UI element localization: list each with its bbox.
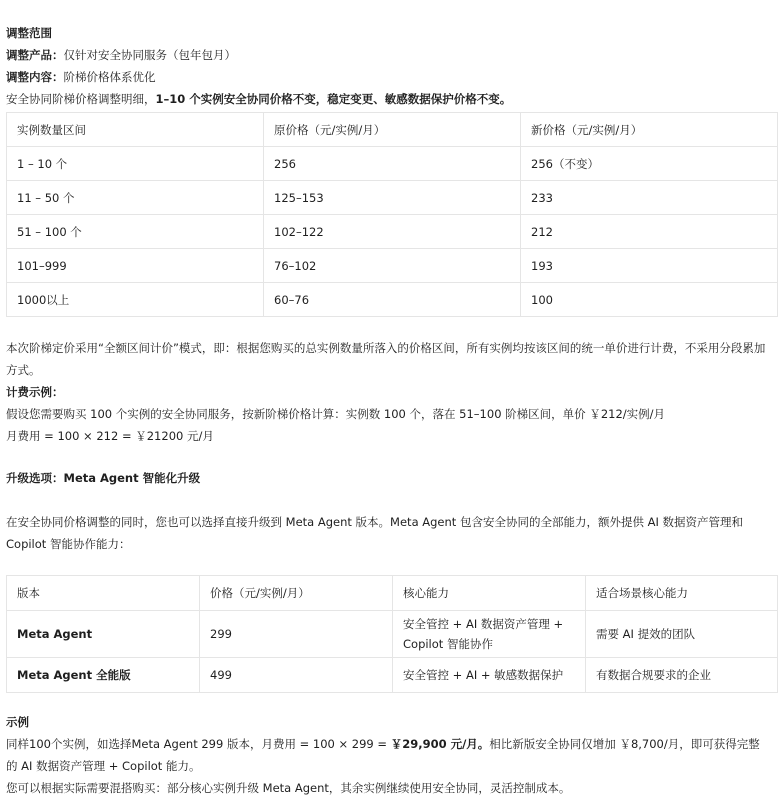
price-tier-table [6, 112, 778, 317]
spacer [6, 555, 776, 575]
table-cell: 233 [521, 181, 778, 215]
table-cell: 安全管控 + AI + 敏感数据保护 [393, 658, 586, 693]
intro-line [6, 88, 776, 110]
table-cell: 51 – 100 个 [7, 215, 264, 249]
table-cell: 212 [521, 215, 778, 249]
spacer [6, 693, 776, 711]
header-cell: 价格（元/实例/月） [200, 576, 393, 611]
upgrade-description: 在安全协同价格调整的同时，您也可以选择直接升级到 Meta Agent 版本。Meta Agent 包含安全协同的全部能力，额外提供 AI 数据资产管理和 Copilot 智能协作能力： [6, 515, 744, 551]
header-cell: 新价格（元/实例/月） [521, 113, 778, 147]
example-tail: 相比新版安全协同仅增加 ￥8,700/月，即可获得完整的 AI 数据资产管理 + Copilot 能力。 [6, 737, 760, 773]
example-line-2: 您可以根据实际需要混搭购买：部分核心实例升级 Meta Agent，其余实例继续使用安全协同，灵活控制成本。 [6, 781, 571, 795]
table-cell: 60–76 [264, 283, 521, 317]
table-row [7, 611, 778, 658]
example-paragraph [6, 733, 771, 777]
content-value: 阶梯价格体系优化 [63, 70, 156, 84]
calc-line-2: 月费用 = 100 × 212 = ￥21200 元/月 [6, 429, 214, 443]
table-cell: 100 [521, 283, 778, 317]
table-row [7, 249, 778, 283]
table-cell: 125–153 [264, 181, 521, 215]
spacer [6, 447, 776, 467]
table-cell: 11 – 50 个 [7, 181, 264, 215]
table-cell: 安全管控 + AI 数据资产管理 + Copilot 智能协作 [393, 611, 586, 658]
section-title: 调整范围 [6, 26, 52, 40]
intro-plain: 安全协同阶梯价格调整明细， [6, 92, 156, 106]
table-cell: Meta Agent [7, 611, 200, 658]
table-cell: 299 [200, 611, 393, 658]
calc-line-1: 假设您需要购买 100 个实例的安全协同服务，按新阶梯价格计算：实例数 100 个，落在 51–100 阶梯区间，单价 ￥212/实例/月 [6, 407, 666, 421]
header-cell: 实例数量区间 [7, 113, 264, 147]
header-cell: 适合场景核心能力 [586, 576, 778, 611]
table-cell: 有数据合规要求的企业 [586, 658, 778, 693]
table-cell: 需要 AI 提效的团队 [586, 611, 778, 658]
table-cell: 102–122 [264, 215, 521, 249]
calc-title: 计费示例： [6, 385, 64, 399]
example-title: 示例 [6, 715, 29, 729]
table-cell: 101–999 [7, 249, 264, 283]
table-row [7, 658, 778, 693]
spacer [6, 317, 776, 337]
table-row [7, 283, 778, 317]
spacer [6, 489, 776, 511]
header-cell: 核心能力 [393, 576, 586, 611]
table-cell: 1000以上 [7, 283, 264, 317]
table-header-row [7, 576, 778, 611]
header-cell: 版本 [7, 576, 200, 611]
upgrade-title: 升级选项：Meta Agent 智能化升级 [6, 471, 201, 485]
example-bold: ￥29,900 元/月。 [390, 737, 490, 751]
product-line [6, 44, 776, 66]
table-row [7, 215, 778, 249]
pricing-note: 本次阶梯定价采用“全额区间计价”模式，即：根据您购买的总实例数量所落入的价格区间，所有实例均按该区间的统一单价进行计费，不采用分段累加方式。 [6, 341, 766, 377]
header-cell: 原价格（元/实例/月） [264, 113, 521, 147]
product-value: 仅针对安全协同服务（包年包月） [63, 48, 236, 62]
table-cell: Meta Agent 全能版 [7, 658, 200, 693]
intro-bold: 1–10 个实例安全协同价格不变，稳定变更、敏感数据保护价格不变。 [155, 92, 512, 106]
content-label: 调整内容： [6, 70, 64, 84]
content-line [6, 66, 776, 88]
table-cell: 1 – 10 个 [7, 147, 264, 181]
table-row [7, 181, 778, 215]
table-cell: 76–102 [264, 249, 521, 283]
example-plain: 同样100个实例，如选择Meta Agent 299 版本，月费用 = 100 × 299 = [6, 737, 391, 751]
table-header-row [7, 113, 778, 147]
table-cell: 256（不变） [521, 147, 778, 181]
meta-agent-table [6, 575, 778, 693]
table-cell: 193 [521, 249, 778, 283]
table-row [7, 147, 778, 181]
table-cell: 499 [200, 658, 393, 693]
table-cell: 256 [264, 147, 521, 181]
product-label: 调整产品： [6, 48, 64, 62]
